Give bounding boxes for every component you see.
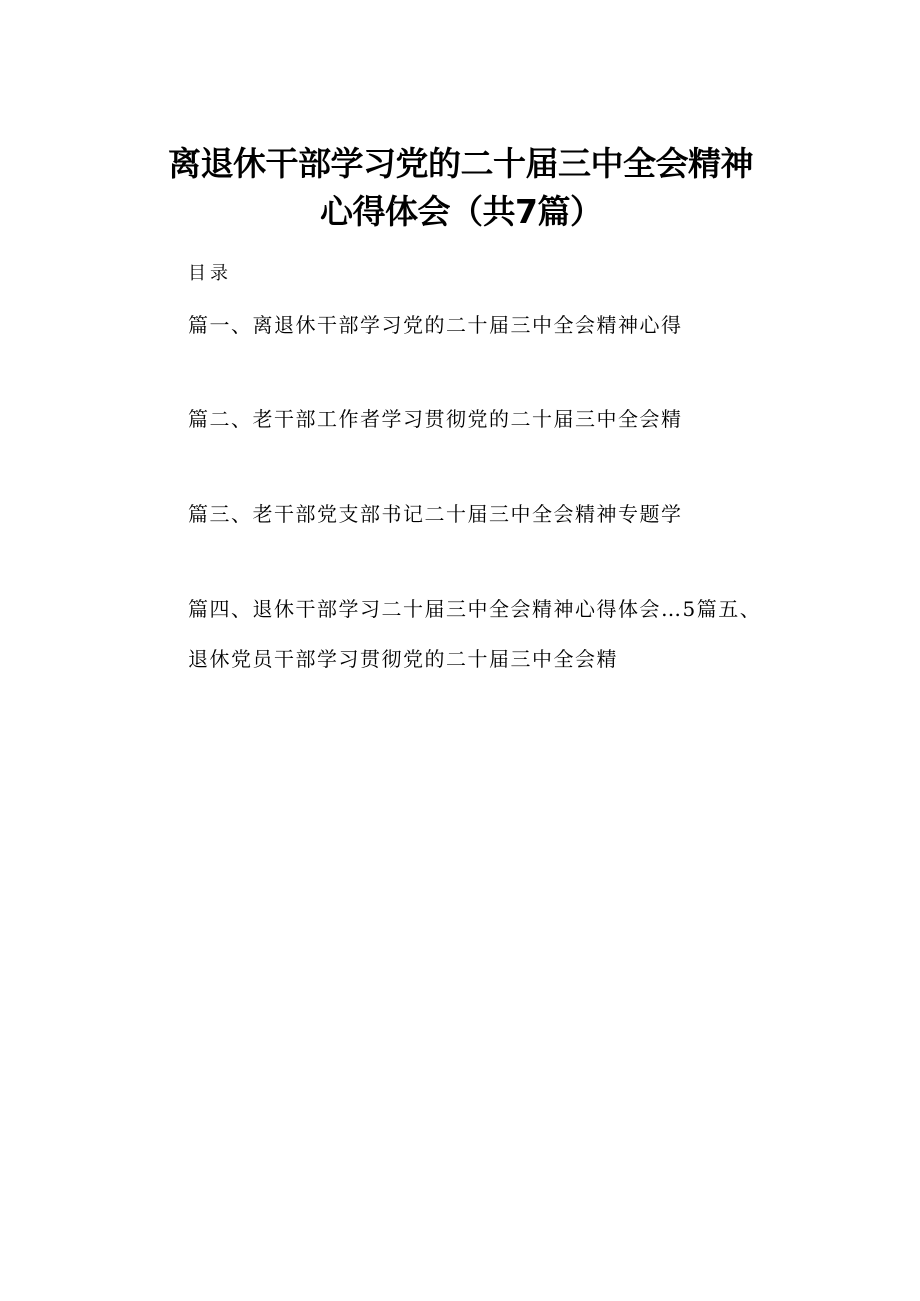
title-line-1: 离退休干部学习党的二十届三中全会精神 — [168, 144, 753, 183]
toc-entry-1: 篇一、离退休干部学习党的二十届三中全会精神心得 — [188, 313, 683, 337]
toc-heading: 目录 — [188, 263, 232, 284]
toc-entry-3: 篇三、老干部党支部书记二十届三中全会精神专题学 — [188, 502, 683, 526]
title-line-2: 心得体会（共7篇） — [320, 192, 603, 231]
toc-entry-4: 篇四、退休干部学习二十届三中全会精神心得体会…5篇五、 — [188, 597, 762, 621]
toc-entry-2: 篇二、老干部工作者学习贯彻党的二十届三中全会精 — [188, 407, 683, 431]
toc-entry-5-continued: 退休党员干部学习贯彻党的二十届三中全会精 — [188, 647, 618, 671]
